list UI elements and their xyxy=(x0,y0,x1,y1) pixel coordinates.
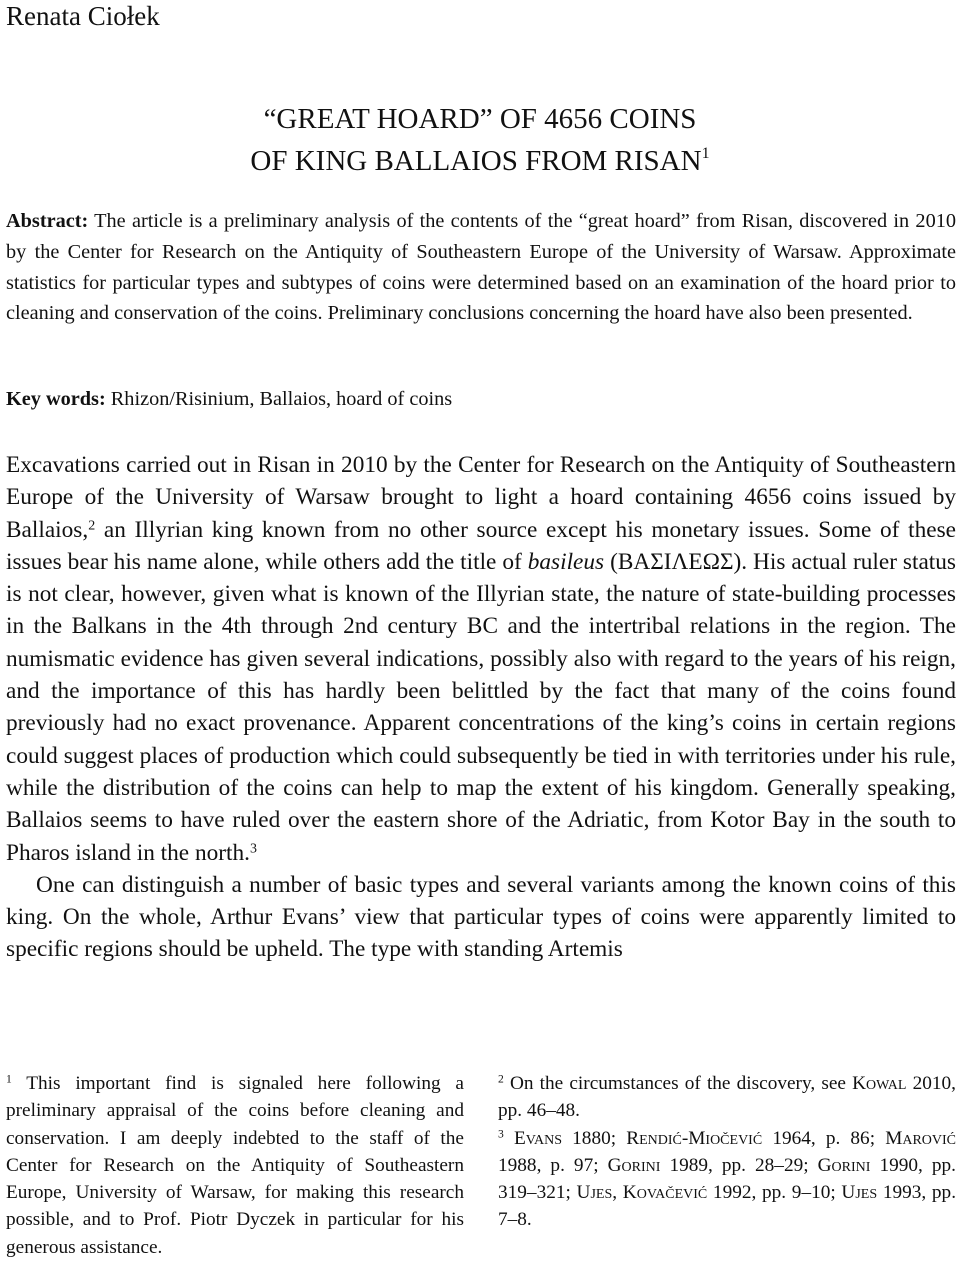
footnote-2-pages: 2010, pp. 46–48. xyxy=(498,1073,956,1122)
citation-author: Kovačević xyxy=(622,1182,708,1204)
p1-part-c: (ΒΑΣΙΛΕΩΣ). His actual ruler status is not clear, however, given what is known of the Illyrian state, the nature of state-building processes in the Balkans in the 4th through 2nd century BC and the intertribal relations in the region. The numismatic evidence has given several indications, possibly also with regard to the years of his reign, and the importance of this has hardly been belittled by the fact that many of the coins found previously had no exact provenance. Apparent concentrations of the king’s coins in certain regions could suggest places of production which could subsequently be tied in with territories under his rule, while the distribution of the coins can help to map the extent of his kingdom. Generally speaking, Ballaios seems to have ruled over the eastern shore of the Adriatic, from Kotor Bay in the south to Pharos island in the north. xyxy=(6,548,956,866)
title-line-1: “GREAT HOARD” OF 4656 COINS xyxy=(263,103,697,135)
footnote-1-number: 1 xyxy=(6,1072,12,1086)
footnote-ref-3[interactable]: 3 xyxy=(249,840,257,856)
citation-detail: 1964, p. 86; xyxy=(762,1127,886,1149)
body-text xyxy=(6,449,956,966)
p1-part-a: Excavations carried out in Risan in 2010 by the Center for Research on the Antiquity of Southeastern Europe of the University of Warsaw brought to light a hoard containing 4656 coins issued by Ballaios, xyxy=(6,452,956,543)
citation-author: Marović xyxy=(885,1127,957,1149)
keywords-text: Rhizon/Risinium, Ballaios, hoard of coins xyxy=(105,388,453,410)
article-title xyxy=(0,98,960,182)
abstract-text: The article is a preliminary analysis of the contents of the “great hoard” from Risan, discovered in 2010 by the Center for Research on the Antiquity of Southeastern Europe of the University of Warsaw. Approximate statistics for particular types and subtypes of coins were determined based on an examination of the hoard prior to cleaning and conservation of the coins. Preliminary conclusions concerning the hoard have also been presented. xyxy=(6,210,956,325)
footnote-3-number: 3 xyxy=(498,1127,504,1141)
citation-author: Ujes xyxy=(576,1182,613,1204)
citation-author: Rendić-Miočević xyxy=(626,1127,763,1149)
footnote-2-author: Kowal xyxy=(852,1073,907,1094)
citation-detail: 1990, pp. 319–321; xyxy=(498,1154,956,1204)
footnote-1-text: This important find is signaled here following a preliminary appraisal of the coins before cleaning and conservation. I am deeply indebted to the staff of the Center for Research on the Antiquity of Southeastern Europe, University of Warsaw, for making this research possible, and to Prof. Piotr Dyczek in particular for his generous assistance. xyxy=(6,1073,464,1258)
keywords-label: Key words: xyxy=(6,388,106,410)
citation-detail: 1992, pp. 9–10; xyxy=(707,1182,842,1204)
keywords xyxy=(6,384,956,414)
citation-detail: 1880; xyxy=(562,1127,627,1149)
title-line-2 xyxy=(0,140,960,182)
footnote-ref-2[interactable]: 2 xyxy=(88,517,96,533)
p1-part-b: an Illyrian king known from no other source except his monetary issues. Some of these issues bear his name alone, while others add the title of xyxy=(6,516,956,575)
abstract-label: Abstract: xyxy=(6,210,89,232)
footnote-ref-1[interactable]: 1 xyxy=(701,145,710,162)
citation-author: Ujes xyxy=(841,1182,878,1204)
footnote-2 xyxy=(498,1070,956,1125)
footnote-3 xyxy=(498,1125,956,1234)
footnote-2-text: On the circumstances of the discovery, see xyxy=(503,1073,853,1094)
title-line-2-text: OF KING BALLAIOS FROM RISAN xyxy=(250,145,702,177)
footnote-2-number: 2 xyxy=(498,1072,504,1086)
citation-author: Gorini xyxy=(817,1154,871,1176)
running-header-author: Renata Ciołek xyxy=(6,1,160,31)
body-paragraph-1 xyxy=(6,449,956,869)
footnotes-right-column xyxy=(498,1070,956,1234)
citation-detail: 1989, pp. 28–29; xyxy=(660,1154,818,1176)
abstract xyxy=(6,206,956,329)
body-paragraph-2: One can distinguish a number of basic types and several variants among the known coins of this king. On the whole, Arthur Evans’ view that particular types of coins were apparently limited to specific regions should be upheld. The type with standing Artemis xyxy=(6,871,956,963)
citation-detail: 1988, p. 97; xyxy=(498,1154,608,1176)
footnote-1 xyxy=(6,1070,464,1261)
citation-detail: 1993, pp. 7–8. xyxy=(498,1182,957,1231)
citation-author: Gorini xyxy=(607,1154,661,1176)
basileus-term: basileus xyxy=(527,548,605,575)
citation-author: Evans xyxy=(513,1127,563,1149)
citation-detail: , xyxy=(612,1182,623,1204)
